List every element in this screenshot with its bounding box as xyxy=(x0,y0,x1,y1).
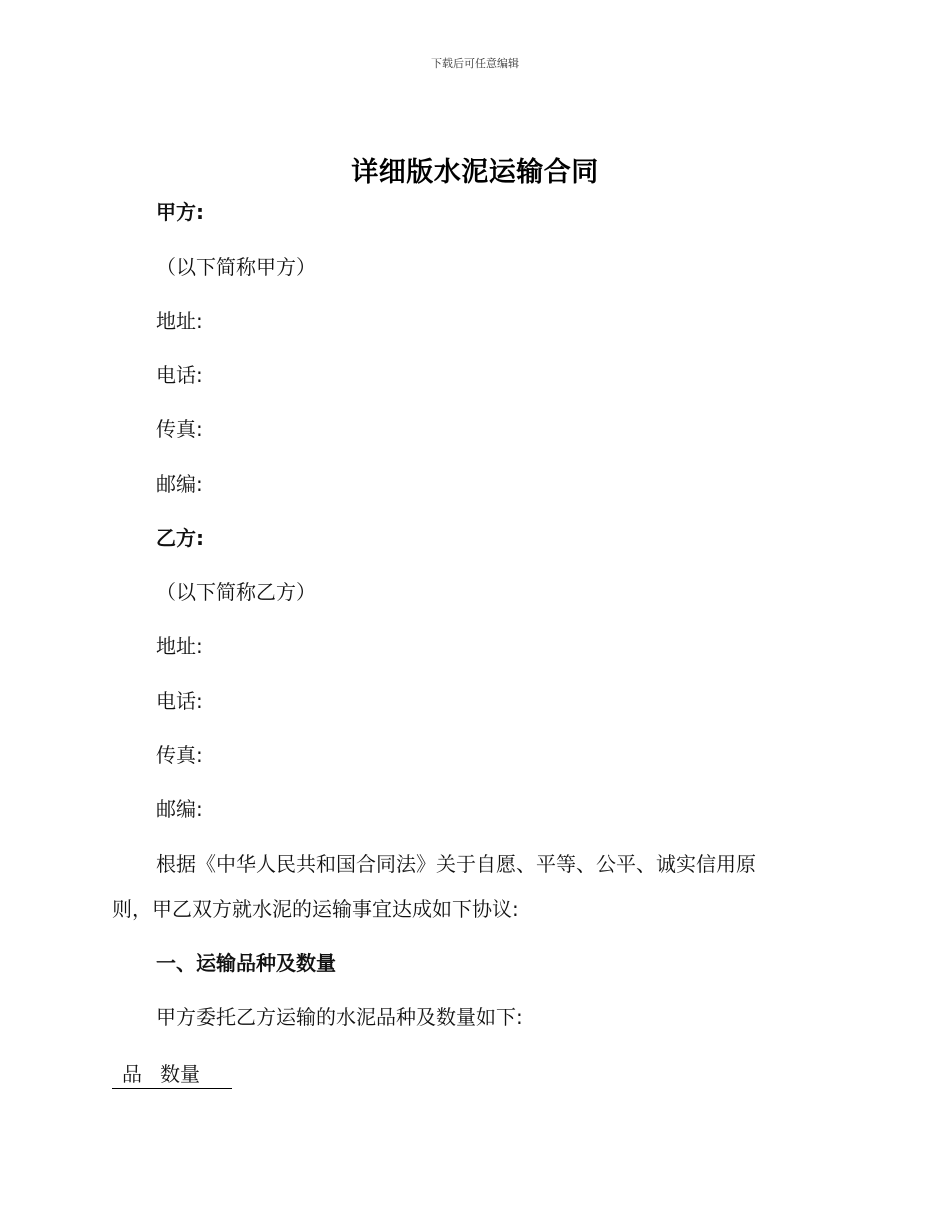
party-b-fax: 传真: xyxy=(156,743,203,767)
party-b-postcode: 邮编: xyxy=(156,797,203,821)
party-b-address: 地址: xyxy=(156,634,203,658)
party-b-label: 乙方: xyxy=(156,526,204,550)
party-a-alias: （以下简称甲方） xyxy=(156,255,316,279)
preamble-line-1: 根据《中华人民共和国合同法》关于自愿、平等、公平、诚实信用原 xyxy=(156,852,756,876)
party-a-fax: 传真: xyxy=(156,417,203,441)
party-a-label: 甲方: xyxy=(156,200,204,224)
party-a-address: 地址: xyxy=(156,309,203,333)
document-title: 详细版水泥运输合同 xyxy=(351,157,599,188)
party-b-alias: （以下简称乙方） xyxy=(156,580,316,604)
section-1-heading: 一、运输品种及数量 xyxy=(156,951,336,975)
table-header-product: 品 xyxy=(122,1062,142,1086)
party-b-phone: 电话: xyxy=(156,689,203,713)
party-a-postcode: 邮编: xyxy=(156,472,203,496)
header-note: 下载后可任意编辑 xyxy=(431,57,519,70)
table-header-quantity: 数量 xyxy=(160,1062,200,1086)
table-header-row xyxy=(112,1060,232,1089)
section-1-intro: 甲方委托乙方运输的水泥品种及数量如下: xyxy=(156,1005,523,1029)
party-a-phone: 电话: xyxy=(156,363,203,387)
preamble-line-2: 则，甲乙双方就水泥的运输事宜达成如下协议: xyxy=(112,897,519,921)
